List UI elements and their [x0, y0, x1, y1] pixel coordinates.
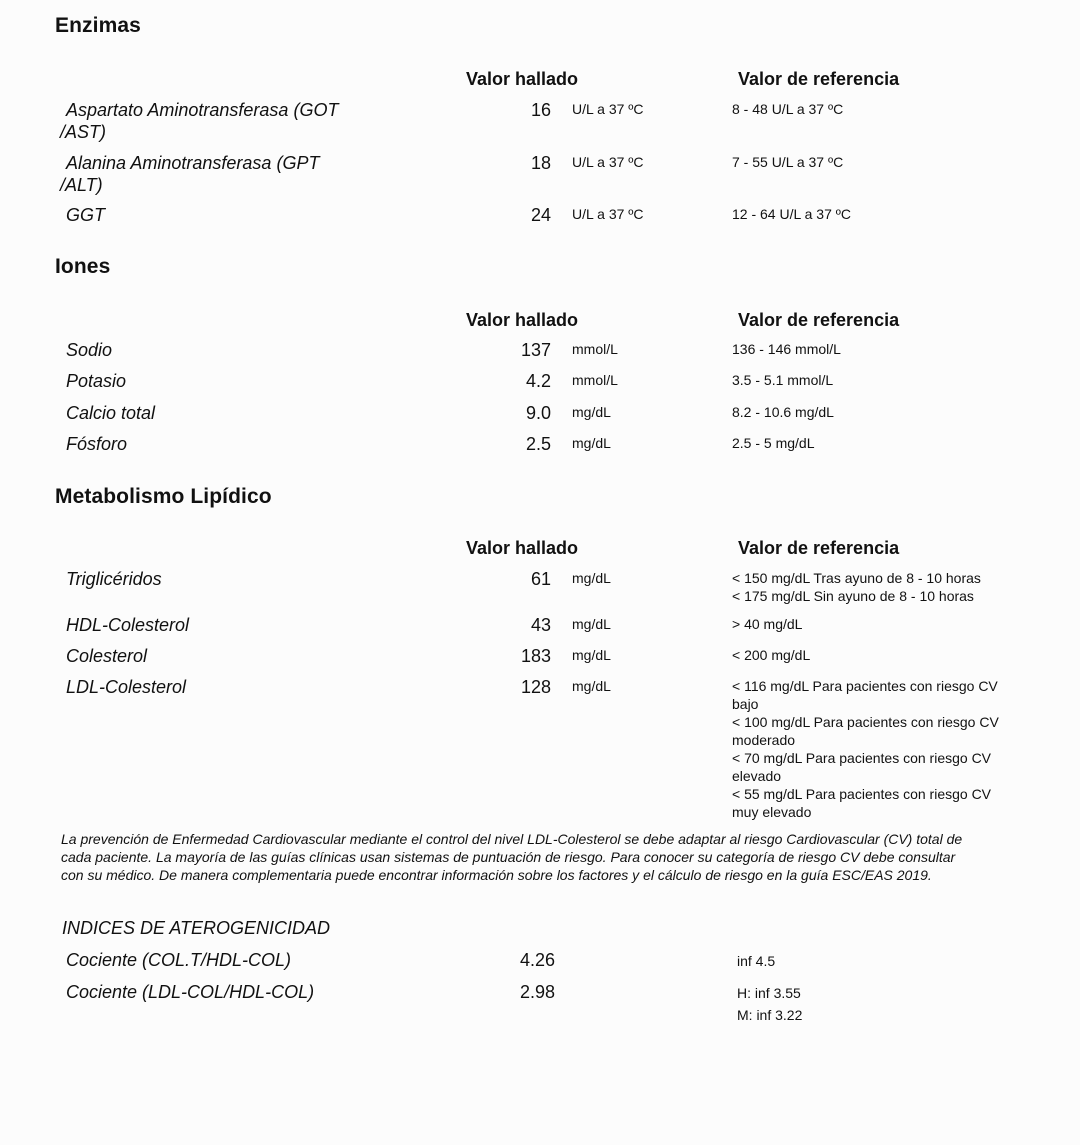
index-name: Cociente (COL.T/HDL-COL) [66, 950, 292, 970]
index-reference [737, 982, 802, 1026]
test-unit: mg/dL [572, 570, 611, 586]
test-value: 24 [530, 205, 551, 225]
reference-range [732, 677, 1032, 821]
test-value: 61 [530, 569, 551, 589]
reference-line: moderado [732, 732, 796, 748]
test-unit: U/L a 37 ºC [572, 206, 644, 222]
note-line: con su médico. De manera complementaria puede encontrar información sobre los factores y el cálculo de riesgo en la guía ESC/EAS 2019. [61, 867, 932, 883]
index-reference [737, 950, 775, 972]
note-line: cada paciente. La mayoría de las guías clínicas usan sistemas de puntuación de riesgo. Para conocer su categoría de riesgo CV debe consultar [61, 849, 956, 865]
test-name: HDL-Colesterol [66, 615, 190, 635]
test-name: Fósforo [66, 434, 128, 454]
column-header-valor-referencia: Valor de referencia [738, 310, 900, 330]
index-name: Cociente (LDL-COL/HDL-COL) [66, 982, 315, 1002]
test-unit: mg/dL [572, 435, 611, 451]
reference-range: 7 - 55 U/L a 37 ºC [732, 154, 844, 170]
reference-line: < 55 mg/dL Para pacientes con riesgo CV [732, 786, 992, 802]
reference-range: 8.2 - 10.6 mg/dL [732, 404, 834, 420]
reference-range: 8 - 48 U/L a 37 ºC [732, 101, 844, 117]
section-title-indices-aterogenicidad: INDICES DE ATEROGENICIDAD [62, 918, 331, 938]
test-value: 16 [530, 100, 551, 120]
test-name: Potasio [66, 371, 127, 391]
reference-line: H: inf 3.55 [737, 985, 801, 1001]
reference-range: 12 - 64 U/L a 37 ºC [732, 206, 851, 222]
test-name: Calcio total [66, 403, 156, 423]
reference-line: muy elevado [732, 804, 812, 820]
reference-line: elevado [732, 768, 782, 784]
section-title-metabolismo-lipidico: Metabolismo Lipídico [55, 485, 272, 508]
reference-line: < 116 mg/dL Para pacientes con riesgo CV [732, 678, 998, 694]
note-line: La prevención de Enfermedad Cardiovascular mediante el control del nivel LDL-Colesterol se debe adaptar al riesgo Cardiovascular (CV) total de [61, 831, 963, 847]
column-header-valor-hallado: Valor hallado [466, 538, 579, 558]
test-unit: mg/dL [572, 678, 611, 694]
column-header-valor-referencia: Valor de referencia [738, 69, 900, 89]
test-unit: mmol/L [572, 372, 618, 388]
test-name-line2: /AST) [60, 122, 107, 142]
test-unit: mmol/L [572, 341, 618, 357]
reference-range [732, 646, 1032, 664]
test-name: Colesterol [66, 646, 148, 666]
ldl-risk-note [61, 830, 1011, 884]
test-name: Sodio [66, 340, 113, 360]
reference-line: < 70 mg/dL Para pacientes con riesgo CV [732, 750, 992, 766]
test-name-line1: Aspartato Aminotransferasa (GOT [66, 100, 339, 120]
reference-line: > 40 mg/dL [732, 616, 803, 632]
test-unit: mg/dL [572, 404, 611, 420]
section-title-enzimas: Enzimas [55, 14, 141, 37]
reference-line: < 200 mg/dL [732, 647, 811, 663]
test-unit: mg/dL [572, 647, 611, 663]
test-unit: U/L a 37 ºC [572, 154, 644, 170]
section-title-iones: Iones [55, 255, 111, 278]
reference-line: M: inf 3.22 [737, 1007, 803, 1023]
index-value: 2.98 [520, 982, 556, 1002]
reference-line: < 100 mg/dL Para pacientes con riesgo CV [732, 714, 999, 730]
reference-range: 3.5 - 5.1 mmol/L [732, 372, 834, 388]
test-name: LDL-Colesterol [66, 677, 187, 697]
reference-range: 2.5 - 5 mg/dL [732, 435, 815, 451]
test-value: 18 [530, 153, 551, 173]
reference-range [732, 615, 1032, 633]
reference-range [732, 569, 1032, 605]
column-header-valor-referencia: Valor de referencia [738, 538, 900, 558]
test-value: 2.5 [525, 434, 551, 454]
test-value: 43 [530, 615, 551, 635]
column-header-valor-hallado: Valor hallado [466, 69, 579, 89]
test-value: 9.0 [525, 403, 551, 423]
reference-range: 136 - 146 mmol/L [732, 341, 841, 357]
reference-line: < 150 mg/dL Tras ayuno de 8 - 10 horas [732, 570, 981, 586]
test-value: 137 [520, 340, 551, 360]
test-value: 183 [520, 646, 551, 666]
test-name [60, 152, 366, 196]
column-header-valor-hallado: Valor hallado [466, 310, 579, 330]
test-value: 4.2 [525, 371, 551, 391]
reference-line: bajo [732, 696, 759, 712]
test-name-line1: Alanina Aminotransferasa (GPT [66, 153, 320, 173]
test-unit: mg/dL [572, 616, 611, 632]
test-name: Triglicéridos [66, 569, 162, 589]
index-value: 4.26 [520, 950, 556, 970]
test-name: GGT [66, 205, 105, 225]
test-name [60, 99, 366, 143]
test-value: 128 [520, 677, 551, 697]
test-name-line2: /ALT) [60, 175, 103, 195]
reference-line: < 175 mg/dL Sin ayuno de 8 - 10 horas [732, 588, 974, 604]
test-unit: U/L a 37 ºC [572, 101, 644, 117]
reference-line: inf 4.5 [737, 953, 776, 969]
